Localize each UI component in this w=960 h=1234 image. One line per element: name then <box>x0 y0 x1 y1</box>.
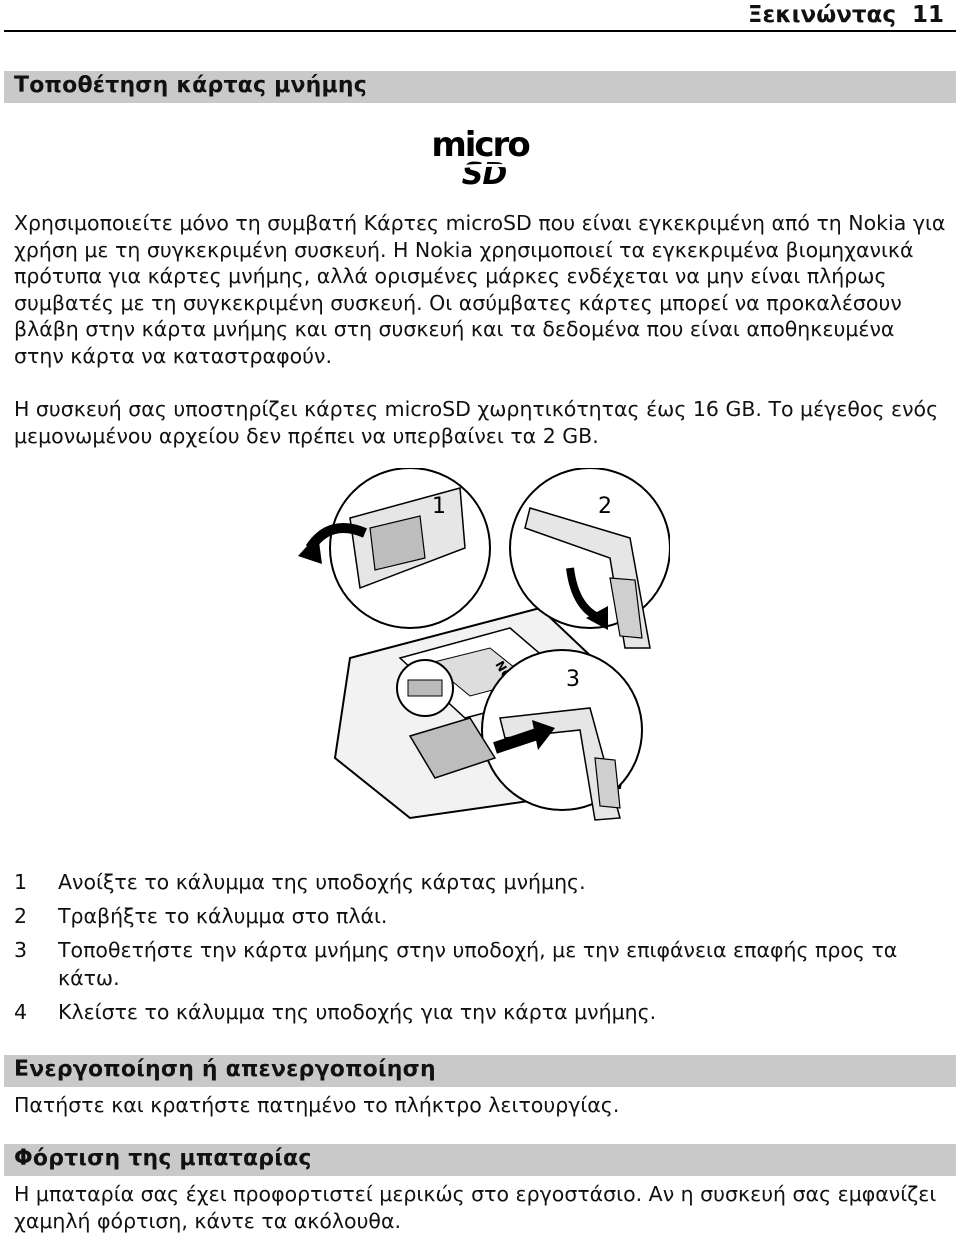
section-title: Ενεργοποίηση ή απενεργοποίηση <box>14 1057 436 1082</box>
list-item <box>14 902 949 930</box>
figure-label-3: 3 <box>566 667 580 692</box>
page-number: 11 <box>911 2 944 28</box>
logo-micro-text: micro <box>431 126 529 165</box>
memory-card-illustration <box>290 468 670 840</box>
section-heading-memory-card <box>4 71 956 103</box>
page-header <box>4 0 956 32</box>
installation-steps <box>14 868 949 1032</box>
logo-sd-text: SD <box>461 157 507 188</box>
capacity-paragraph: Η συσκευή σας υποστηρίζει κάρτες microSD χωρητικότητας έως 16 GB. Το μέγεθος ενός μεμονωμένου αρχείου δεν πρέπει να υπερβαίνει τα 2 GB. <box>14 397 939 448</box>
chapter-title: Ξεκινώντας <box>747 2 896 28</box>
step-number: 1 <box>14 870 28 894</box>
step-number: 2 <box>14 904 28 928</box>
list-item <box>14 936 949 992</box>
power-paragraph: Πατήστε και κρατήστε πατημένο το πλήκτρο λειτουργίας. <box>14 1093 620 1117</box>
compatibility-paragraph: Χρησιμοποιείτε μόνο τη συμβατή Κάρτες microSD που είναι εγκεκριμένη από τη Nokia για χρήση με τη συγκεκριμένη συσκευή. Η Nokia χρησιμοποιεί τα εγκεκριμένα βιομηχανικά πρότυπα για κάρτες μνήμης, αλλά ορισμένες μάρκες ενδέχεται να μην είναι πλήρως συμβατές με τη συγκεκριμένη συσκευή. Οι ασύμβατες κάρτες μπορεί να προκαλέσουν βλάβη στην κάρτα μνήμης και στη συσκευή και τα δεδομένα που είναι αποθηκευμένα στην κάρτα να καταστραφούν. <box>14 211 946 368</box>
section-title: Τοποθέτηση κάρτας μνήμης <box>14 73 368 98</box>
section-heading-charging <box>4 1144 956 1176</box>
list-item <box>14 998 949 1026</box>
step-number: 4 <box>14 1000 28 1024</box>
section-title: Φόρτιση της μπαταρίας <box>14 1146 312 1171</box>
microsd-logo <box>422 126 538 188</box>
open-arrow-head <box>298 534 322 564</box>
list-item <box>14 868 949 896</box>
step-text: Ανοίξτε το κάλυμμα της υποδοχής κάρτας μνήμης. <box>58 870 586 894</box>
step-text: Κλείστε το κάλυμμα της υποδοχής για την κάρτα μνήμης. <box>58 1000 657 1024</box>
step-text: Τραβήξτε το κάλυμμα στο πλάι. <box>58 904 388 928</box>
slot-location <box>408 680 442 696</box>
step-number: 3 <box>14 938 28 962</box>
figure-label-2: 2 <box>598 494 612 519</box>
section-heading-power <box>4 1055 956 1087</box>
step-text: Τοποθετήστε την κάρτα μνήμης στην υποδοχή, με την επιφάνεια επαφής προς τα κάτω. <box>58 938 898 990</box>
charging-paragraph: Η μπαταρία σας έχει προφορτιστεί μερικώς στο εργοστάσιο. Αν η συσκευή σας εμφανίζει χαμηλή φόρτιση, κάντε τα ακόλουθα. <box>14 1182 937 1233</box>
figure-label-1: 1 <box>432 494 446 519</box>
